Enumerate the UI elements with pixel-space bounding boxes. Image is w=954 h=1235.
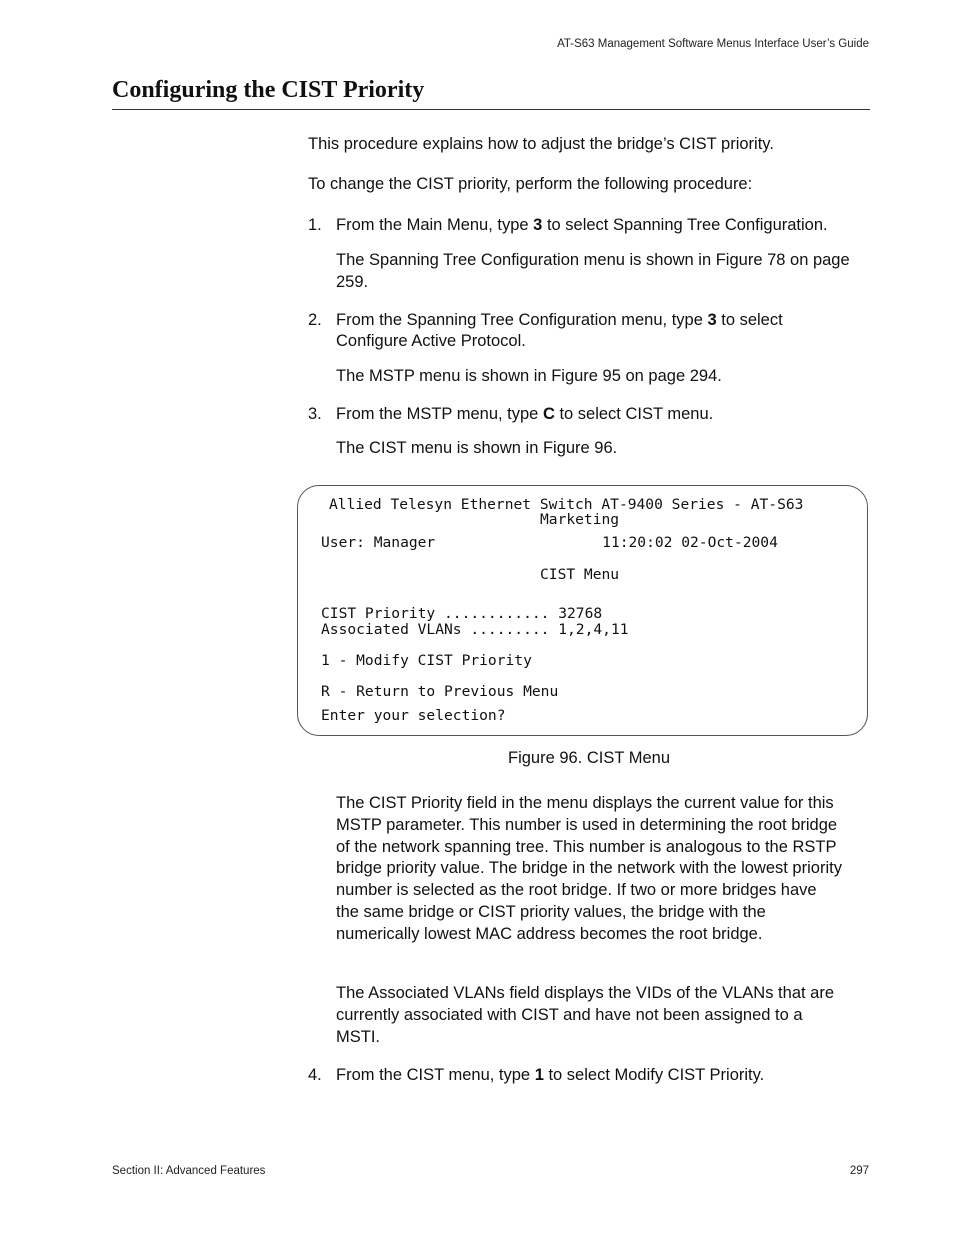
key-highlight: C bbox=[542, 405, 555, 423]
screen-field-cist-priority: CIST Priority ............ 32768 bbox=[321, 605, 603, 622]
screen-option-modify: 1 - Modify CIST Priority bbox=[321, 652, 532, 669]
key-highlight: 1 bbox=[534, 1066, 544, 1084]
title-rule bbox=[112, 109, 870, 110]
section-title: Configuring the CIST Priority bbox=[112, 77, 425, 103]
screen-header: Allied Telesyn Ethernet Switch AT-9400 Series - AT-S63 bbox=[329, 496, 804, 513]
step-number: 2. bbox=[308, 311, 322, 329]
key-highlight: 3 bbox=[707, 311, 717, 329]
step-number: 1. bbox=[308, 216, 322, 234]
step-note: The MSTP menu is shown in Figure 95 on page 294. bbox=[336, 367, 722, 385]
screen-field-associated-vlans: Associated VLANs ......... 1,2,4,11 bbox=[321, 621, 629, 638]
associated-vlans-paragraph: The Associated VLANs field displays the VIDs of the VLANs that are currently associated with CIST and have not been assigned to a MSTI. bbox=[336, 984, 835, 1046]
footer-section: Section II: Advanced Features bbox=[112, 1165, 266, 1177]
screen-prompt: Enter your selection? bbox=[321, 707, 506, 724]
intro-paragraph-2: To change the CIST priority, perform the following procedure: bbox=[308, 175, 753, 193]
figure-caption: Figure 96. CIST Menu bbox=[507, 749, 671, 767]
step-instruction: From the CIST menu, type 1 to select Modify CIST Priority. bbox=[336, 1066, 765, 1084]
step-note: The CIST menu is shown in Figure 96. bbox=[336, 439, 618, 457]
intro-paragraph: This procedure explains how to adjust the bridge’s CIST priority. bbox=[308, 135, 774, 153]
step-number: 3. bbox=[308, 405, 322, 423]
step-instruction: From the Main Menu, type 3 to select Spanning Tree Configuration. bbox=[336, 216, 828, 234]
running-head: AT-S63 Management Software Menus Interface User’s Guide bbox=[557, 38, 869, 50]
cist-priority-paragraph: The CIST Priority field in the menu displays the current value for this MSTP parameter. This number is used in determining the root bridge of the network spanning tree. This number is analogous to the RSTP bridge priority value. The bridge in the network with the lowest priority number is selected as the root bridge. If two or more bridges have the same bridge or CIST priority values, the bridge with the numerically lowest MAC address becomes the root bridge. bbox=[336, 794, 842, 943]
screen-user-line: User: Manager 11:20:02 02-Oct-2004 bbox=[321, 534, 778, 551]
step-note: The Spanning Tree Configuration menu is shown in Figure 78 on page 259. bbox=[336, 251, 850, 291]
page-number: 297 bbox=[849, 1165, 869, 1177]
step-instruction: From the Spanning Tree Configuration menu, type 3 to select Configure Active Protocol. bbox=[336, 311, 783, 350]
key-highlight: 3 bbox=[533, 216, 543, 234]
cist-menu-screen bbox=[297, 485, 868, 736]
step-instruction: From the MSTP menu, type C to select CIST menu. bbox=[336, 405, 714, 423]
step-number: 4. bbox=[308, 1066, 322, 1084]
screen-option-return: R - Return to Previous Menu bbox=[321, 683, 559, 700]
screen-header-sub: Marketing bbox=[540, 511, 620, 528]
screen-menu-title: CIST Menu bbox=[540, 566, 620, 583]
